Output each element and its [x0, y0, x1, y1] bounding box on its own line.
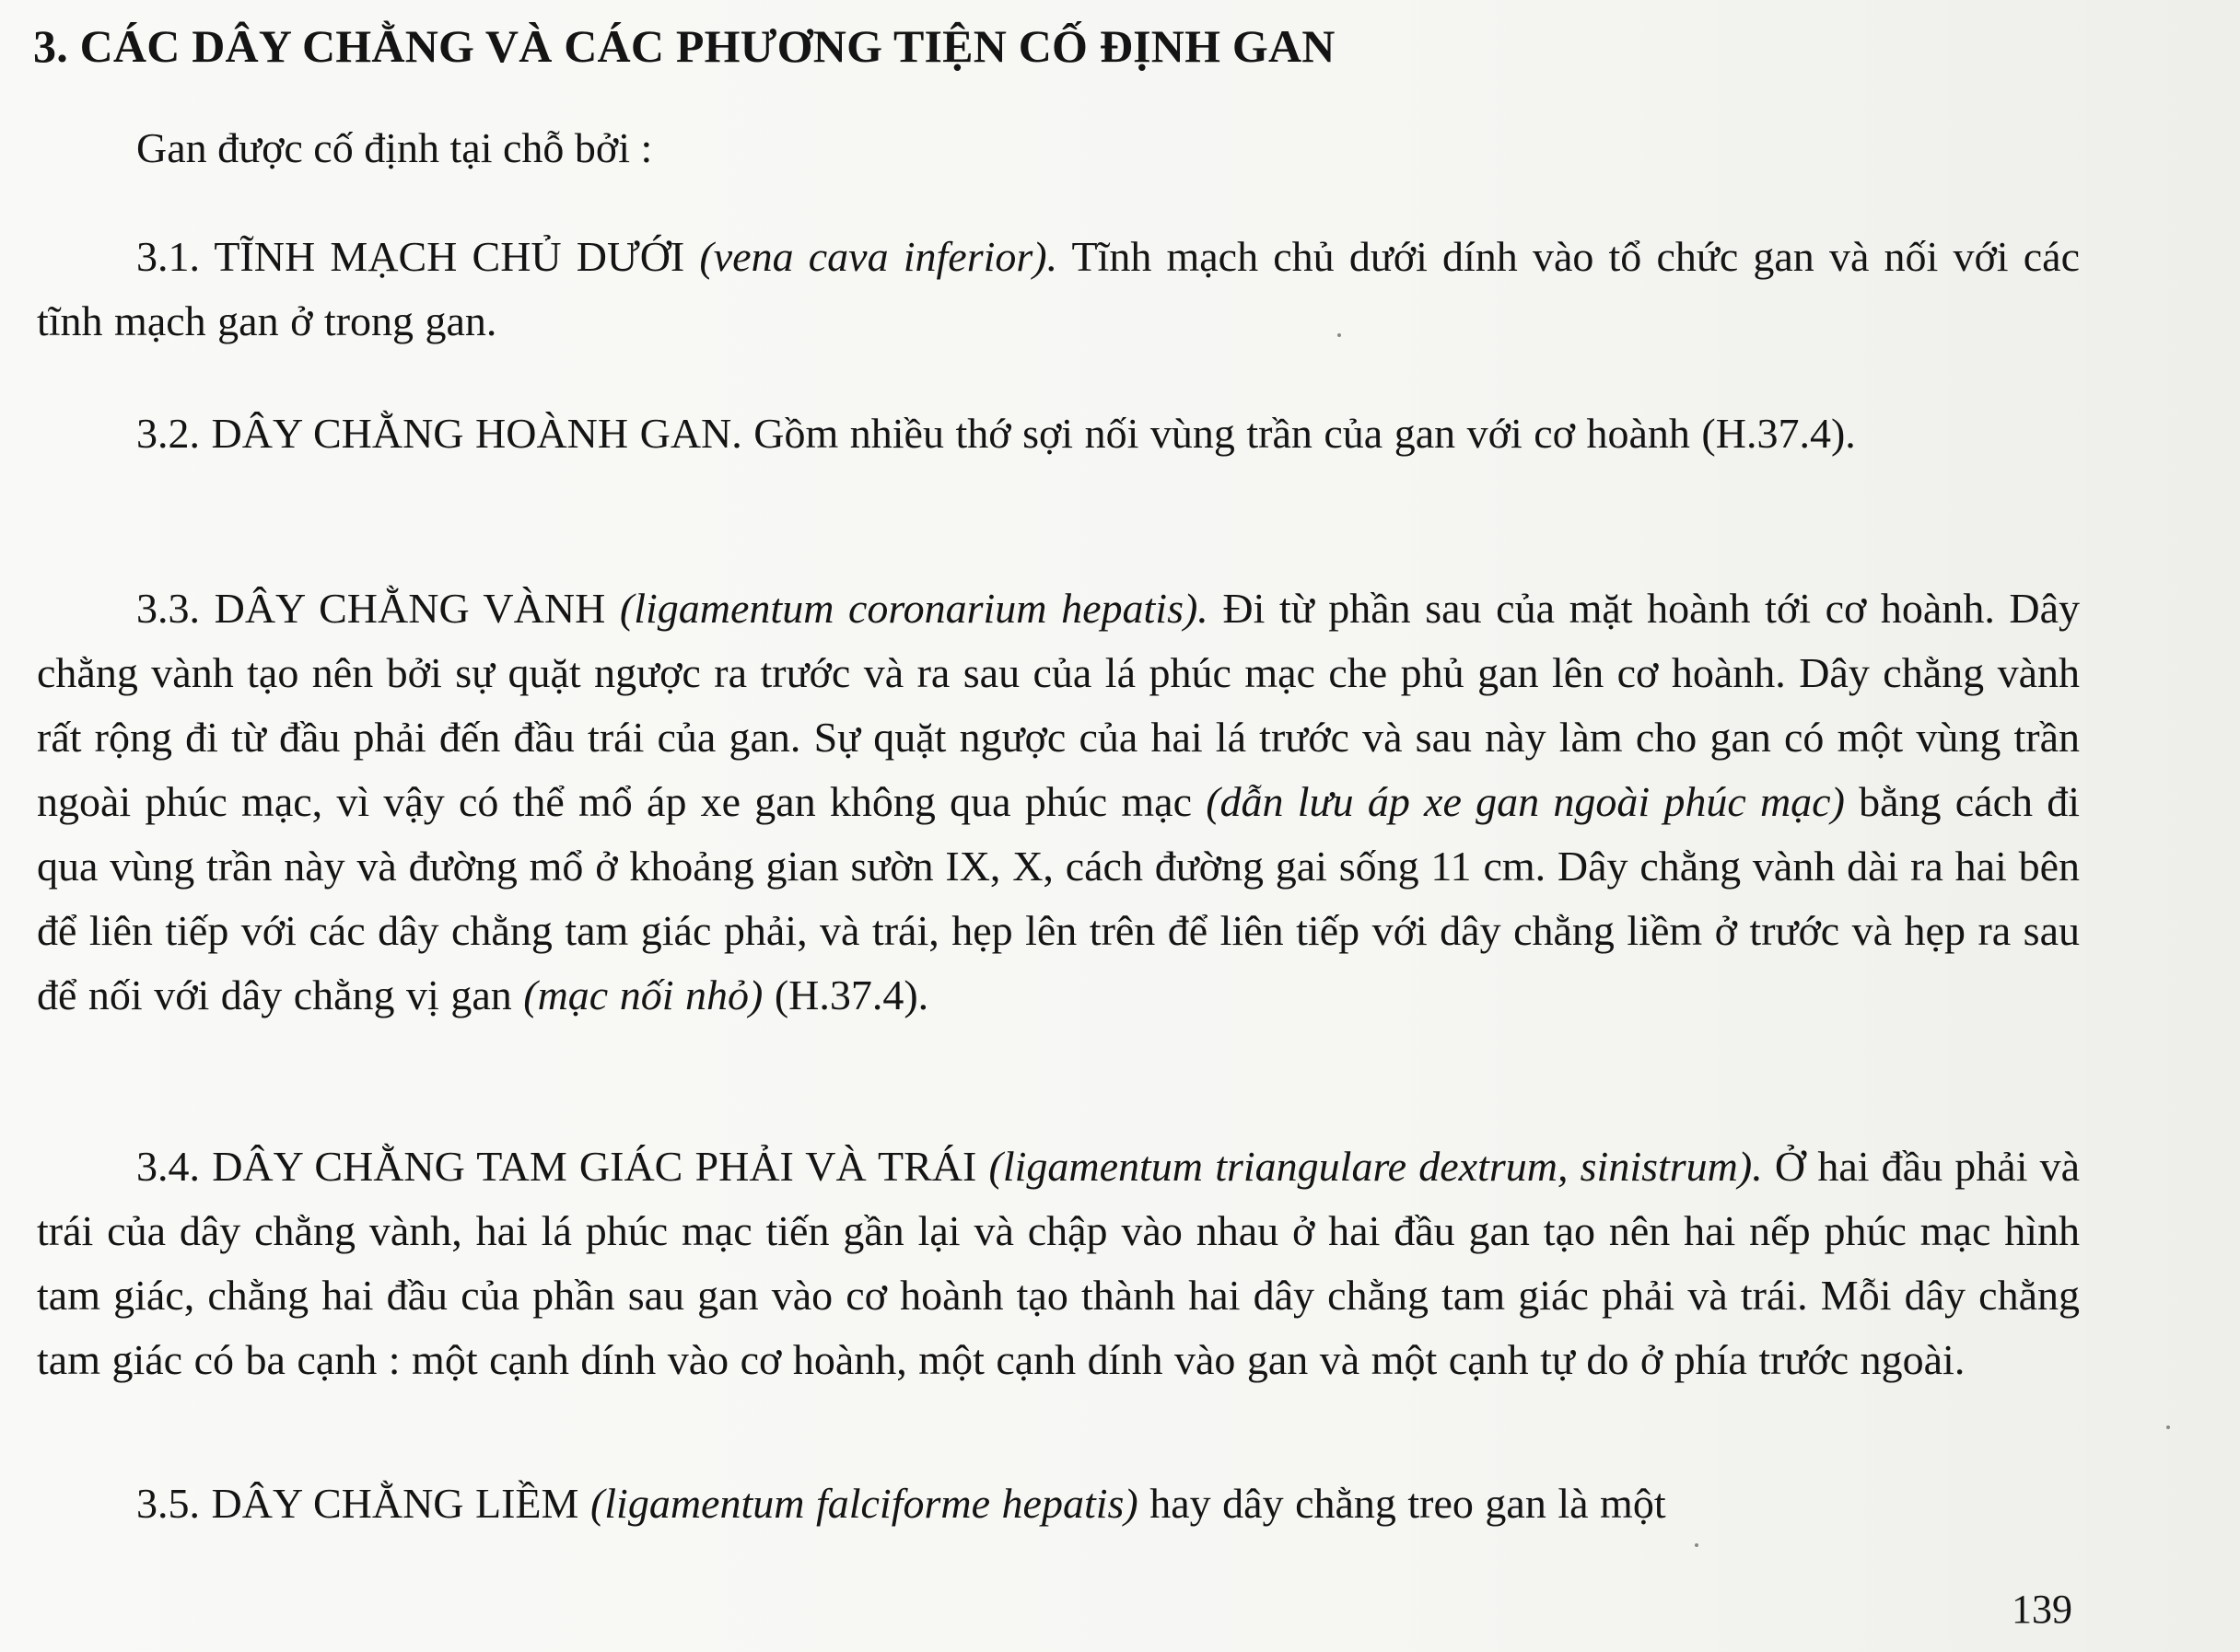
section-number: 3.2. [136, 410, 200, 457]
section-title: DÂY CHẰNG TAM GIÁC PHẢI VÀ TRÁI [212, 1143, 977, 1190]
body-text: Đi từ phần sau của mặt hoành tới cơ hoành. Dây chằng vành tạo nên bởi sự quặt ngược ra trước và ra sau của lá phúc mạc che phủ gan lên cơ hoành. Dây chằng vành rất rộng đi từ đầu phải đến đầu trái của gan. Sự quặt ngược của hai lá trước và sau này làm cho gan có một vùng trần ngoài phúc mạc, vì vậy có thể mổ áp xe gan không qua phúc mạc [37, 585, 2081, 825]
latin-term: (ligamentum triangulare dextrum, sinistrum). [988, 1143, 1763, 1190]
body-text: Gồm nhiều thớ sợi nối vùng trần của gan với cơ hoành (H.37.4). [753, 410, 1856, 457]
body-text: hay dây chằng treo gan là một [1149, 1480, 1666, 1527]
section-number: 3.3. [136, 585, 200, 632]
intro-line: Gan được cố định tại chỗ bởi : [136, 124, 653, 171]
section-title: DÂY CHẰNG LIỀM [211, 1480, 579, 1527]
paragraph-3-3 [37, 576, 2080, 1028]
section-title: TĨNH MẠCH CHỦ DƯỚI [214, 233, 685, 280]
section-heading: 3. CÁC DÂY CHẰNG VÀ CÁC PHƯƠNG TIỆN CỐ ĐỊNH GAN [33, 20, 1336, 72]
body-text: Tĩnh mạch chủ dưới dính vào tổ chức gan và nối với các tĩnh mạch gan ở trong gan. [37, 233, 2080, 344]
section-title: DÂY CHẰNG HOÀNH GAN. [211, 410, 742, 457]
section-number: 3.5. [136, 1480, 200, 1527]
body-text: (H.37.4). [774, 971, 929, 1018]
latin-term: (ligamentum coronarium hepatis). [619, 585, 1208, 632]
scan-speck [1337, 333, 1341, 337]
scan-speck [2166, 1425, 2170, 1429]
paragraph-3-5 [37, 1472, 2080, 1536]
paragraph-3-4 [37, 1134, 2080, 1392]
paragraph-3-1 [37, 225, 2080, 354]
latin-term: (dẫn lưu áp xe gan ngoài phúc mạc) [1206, 778, 1845, 825]
section-number: 3.4. [136, 1143, 200, 1190]
section-number: 3.1. [136, 233, 200, 280]
section-title: DÂY CHẰNG VÀNH [214, 585, 606, 632]
page-number: 139 [2012, 1587, 2072, 1632]
latin-term: (mạc nối nhỏ) [523, 971, 764, 1018]
latin-term: (vena cava inferior). [699, 233, 1058, 280]
latin-term: (ligamentum falciforme hepatis) [589, 1480, 1138, 1527]
scan-speck [1695, 1543, 1698, 1547]
body-text: bằng cách đi qua vùng trần này và đường mổ ở khoảng gian sườn IX, X, cách đường gai sống 11 cm. Dây chằng vành dài ra hai bên để liên tiếp với các dây chằng tam giác phải, và trái, hẹp lên trên để liên tiếp với dây chằng liềm ở trước và hẹp ra sau để nối với dây chằng vị gan [37, 778, 2080, 1018]
body-text: Ở hai đầu phải và trái của dây chằng vành, hai lá phúc mạc tiến gần lại và chập vào nhau ở hai đầu gan tạo nên hai nếp phúc mạc hình tam giác, chằng hai đầu của phần sau gan vào cơ hoành tạo thành hai dây chằng tam giác phải và trái. Mỗi dây chằng tam giác có ba cạnh : một cạnh dính vào cơ hoành, một cạnh dính vào gan và một cạnh tự do ở phía trước ngoài. [37, 1143, 2081, 1383]
paragraph-3-2 [37, 401, 2080, 466]
